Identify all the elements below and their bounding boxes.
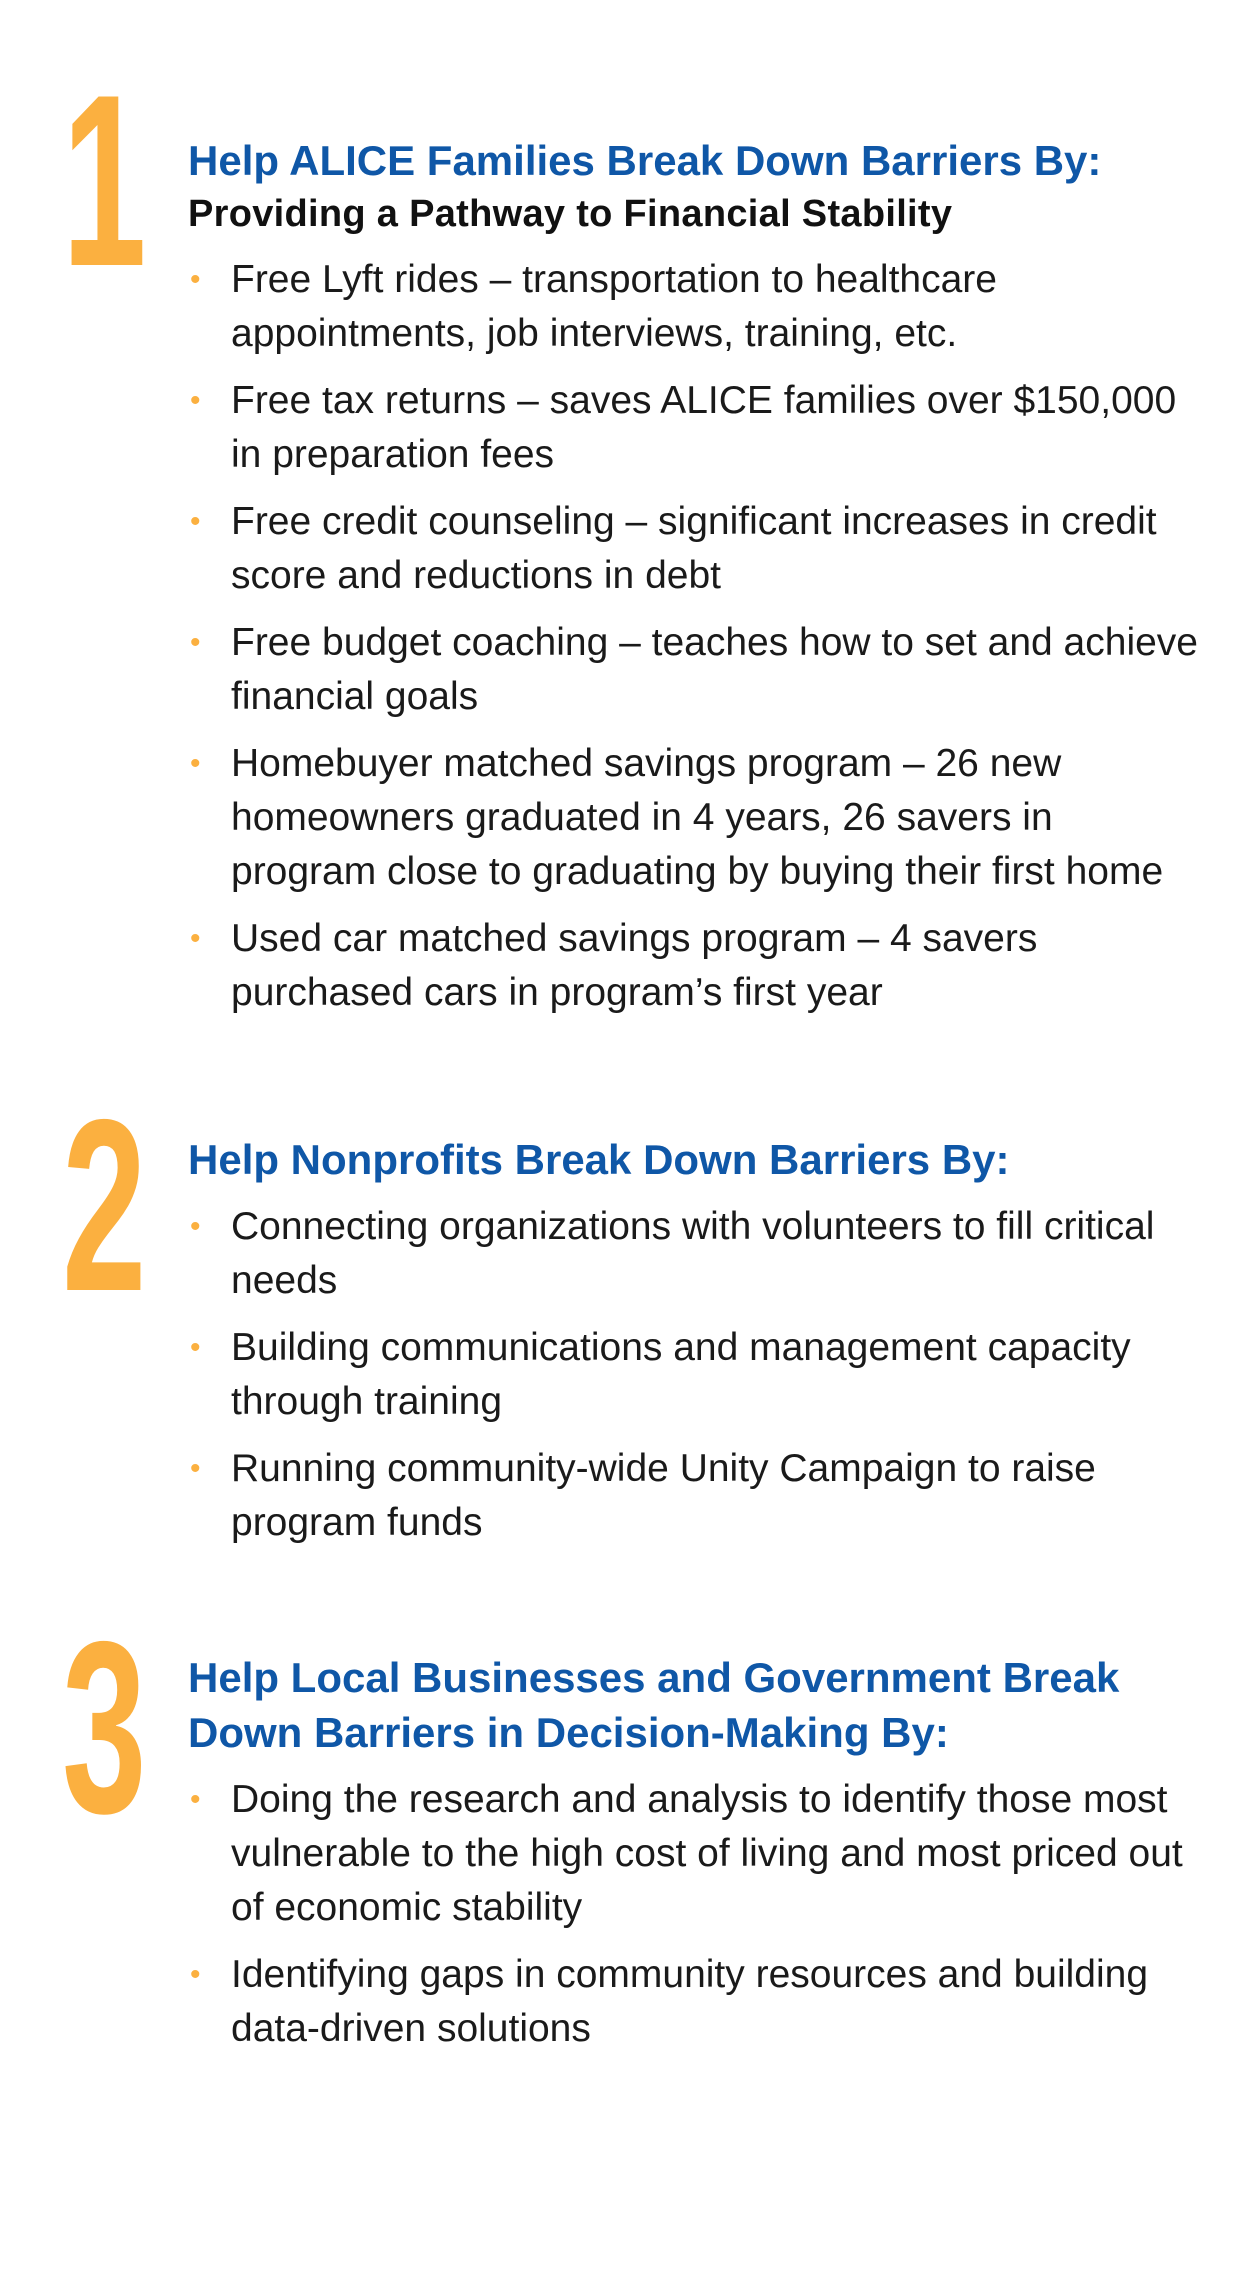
section-number-1: 1: [62, 43, 145, 317]
list-item: [188, 737, 1198, 899]
list-item: [188, 374, 1198, 482]
bullet-icon: •: [190, 1783, 201, 1816]
bullet-icon: •: [190, 1210, 201, 1243]
list-item-text: Free credit counseling – significant increases in credit score and reductions in debt: [231, 500, 1157, 597]
section-1-list: [188, 253, 1198, 1020]
bullet-icon: •: [190, 1958, 201, 1991]
bullet-icon: •: [190, 1452, 201, 1485]
bullet-icon: •: [190, 922, 201, 955]
list-item-text: Used car matched savings program – 4 savers purchased cars in program’s first year: [231, 917, 1038, 1014]
bullet-icon: •: [190, 263, 201, 296]
list-item: [188, 1773, 1198, 1935]
bullet-icon: •: [190, 1331, 201, 1364]
section-3-heading: Help Local Businesses and Government Break Down Barriers in Decision-Making By:: [188, 1654, 1120, 1756]
section-3-list: [188, 1773, 1198, 2056]
list-item-text: Doing the research and analysis to identify those most vulnerable to the high cost of living and most priced out of economic stability: [231, 1778, 1183, 1929]
list-item-text: Building communications and management capacity through training: [231, 1326, 1131, 1423]
list-item-text: Free Lyft rides – transportation to healthcare appointments, job interviews, training, etc.: [231, 258, 997, 355]
list-item-text: Free budget coaching – teaches how to set and achieve financial goals: [231, 621, 1198, 718]
list-item: [188, 616, 1198, 724]
section-number-2: 2: [62, 1068, 145, 1342]
section-1-subheading: Providing a Pathway to Financial Stability: [188, 193, 953, 235]
list-item: [188, 495, 1198, 603]
section-1-content: [188, 133, 1198, 1020]
bullet-icon: •: [190, 505, 201, 538]
section-2-content: [188, 1132, 1198, 1550]
bullet-icon: •: [190, 747, 201, 780]
section-number-3: 3: [62, 1590, 145, 1864]
list-item-text: Identifying gaps in community resources and building data-driven solutions: [231, 1953, 1149, 2050]
bullet-icon: •: [190, 626, 201, 659]
list-item-text: Free tax returns – saves ALICE families over $150,000 in preparation fees: [231, 379, 1177, 476]
list-item-text: Running community-wide Unity Campaign to raise program funds: [231, 1447, 1096, 1544]
list-item-text: Homebuyer matched savings program – 26 new homeowners graduated in 4 years, 26 savers in program close to graduating by buying their first home: [231, 742, 1164, 893]
list-item: [188, 1948, 1198, 2056]
list-item-text: Connecting organizations with volunteers to fill critical needs: [231, 1205, 1155, 1302]
bullet-icon: •: [190, 384, 201, 417]
section-2-heading: Help Nonprofits Break Down Barriers By:: [188, 1136, 1010, 1183]
list-item: [188, 253, 1198, 361]
section-3-content: [188, 1650, 1198, 2056]
list-item: [188, 1321, 1198, 1429]
list-item: [188, 1200, 1198, 1308]
list-item: [188, 1442, 1198, 1550]
section-2-list: [188, 1200, 1198, 1550]
list-item: [188, 912, 1198, 1020]
section-1-heading: Help ALICE Families Break Down Barriers By:: [188, 137, 1102, 184]
